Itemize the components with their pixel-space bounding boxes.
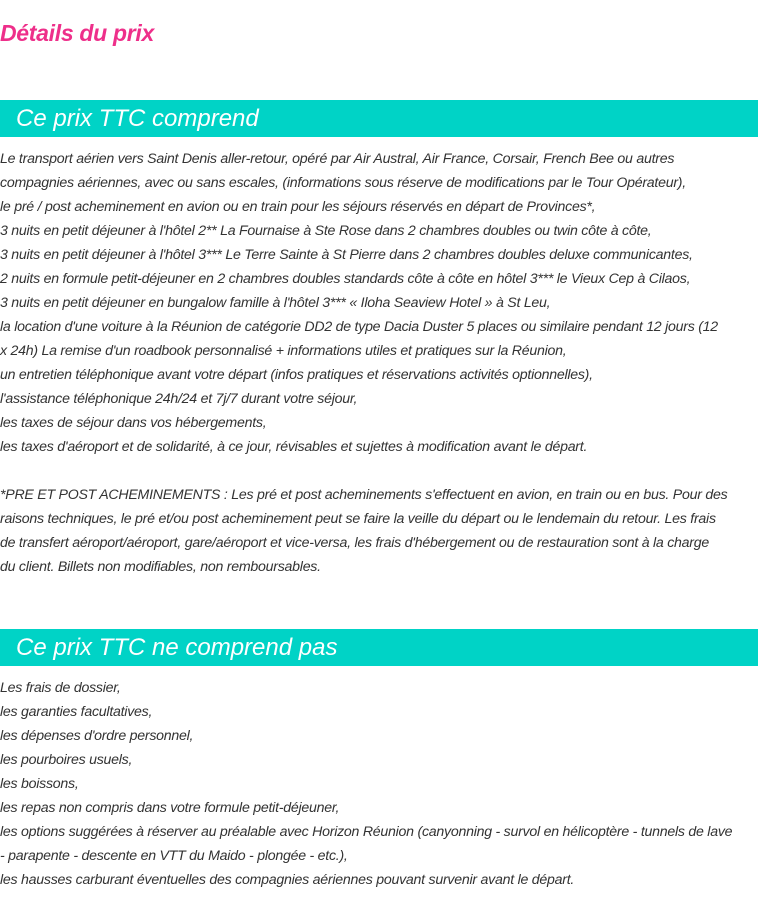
excludes-line: les repas non compris dans votre formule petit-déjeuner, [0,800,340,816]
includes-line: compagnies aériennes, avec ou sans escales, (informations sous réserve de modifications par le Tour Opérateur), [0,175,686,191]
includes-line: l'assistance téléphonique 24h/24 et 7j/7 durant votre séjour, [0,391,358,407]
acheminement-note-line: du client. Billets non modifiables, non remboursables. [0,559,321,575]
acheminement-note-line: de transfert aéroport/aéroport, gare/aéroport et vice-versa, les frais d'hébergement ou de restauration sont à la charge [0,535,709,551]
includes-line: la location d'une voiture à la Réunion de catégorie DD2 de type Dacia Duster 5 places ou similaire pendant 12 jours (12 [0,319,718,335]
excludes-line: les dépenses d'ordre personnel, [0,728,194,744]
excludes-heading: Ce prix TTC ne comprend pas [0,629,758,666]
acheminement-note-line: *PRE ET POST ACHEMINEMENTS : Les pré et post acheminements s'effectuent en avion, en train ou en bus. Pour des [0,487,728,503]
includes-line: le pré / post acheminement en avion ou en train pour les séjours réservés en départ de Provinces*, [0,199,596,215]
excludes-line: - parapente - descente en VTT du Maido - plongée - etc.), [0,848,348,864]
excludes-line: les boissons, [0,776,79,792]
includes-line: 2 nuits en formule petit-déjeuner en 2 chambres doubles standards côte à côte en hôtel 3*** le Vieux Cep à Cilaos, [0,271,691,287]
paragraph-spacer [0,459,758,483]
acheminement-note-line: raisons techniques, le pré et/ou post acheminement peut se faire la veille du départ ou le lendemain du retour. Les frais [0,511,716,527]
includes-line: les taxes d'aéroport et de solidarité, à ce jour, révisables et sujettes à modification avant le départ. [0,439,588,455]
includes-heading: Ce prix TTC comprend [0,100,758,137]
includes-line: 3 nuits en petit déjeuner en bungalow famille à l'hôtel 3*** « Iloha Seaview Hotel » à St Leu, [0,295,551,311]
includes-line: 3 nuits en petit déjeuner à l'hôtel 3*** Le Terre Sainte à St Pierre dans 2 chambres doubles deluxe communicantes, [0,247,693,263]
excludes-line: Les frais de dossier, [0,680,121,696]
includes-body [0,147,758,579]
excludes-line: les pourboires usuels, [0,752,133,768]
includes-line: les taxes de séjour dans vos hébergements, [0,415,267,431]
excludes-line: les options suggérées à réserver au préalable avec Horizon Réunion (canyonning - survol en hélicoptère - tunnels de lave [0,824,733,840]
includes-line: Le transport aérien vers Saint Denis aller-retour, opéré par Air Austral, Air France, Corsair, French Bee ou autres [0,151,675,167]
excludes-body [0,676,758,892]
excludes-line: les garanties facultatives, [0,704,153,720]
includes-line: x 24h) La remise d'un roadbook personnalisé + informations utiles et pratiques sur la Réunion, [0,343,567,359]
includes-line: 3 nuits en petit déjeuner à l'hôtel 2** La Fournaise à Ste Rose dans 2 chambres doubles ou twin côte à côte, [0,223,652,239]
includes-line: un entretien téléphonique avant votre départ (infos pratiques et réservations activités optionnelles), [0,367,593,383]
page-title: Détails du prix [0,20,154,46]
excludes-line: les hausses carburant éventuelles des compagnies aériennes pouvant survenir avant le départ. [0,872,575,888]
